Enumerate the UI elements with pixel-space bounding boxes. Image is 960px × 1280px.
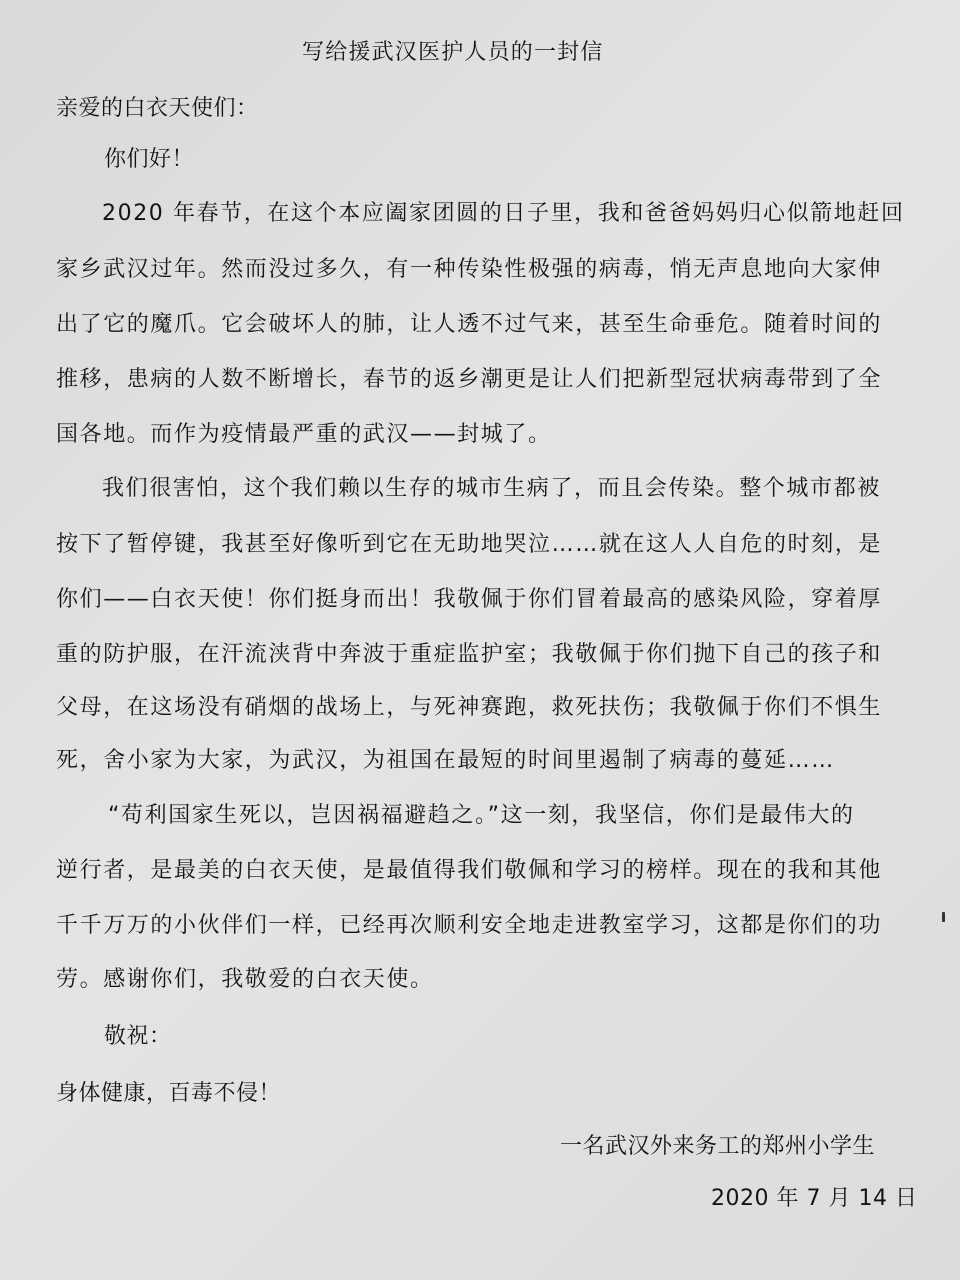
paragraph-2-line-5: 父母，在这场没有硝烟的战场上，与死神赛跑，救死扶伤；我敬佩于你们不惧生 xyxy=(56,695,883,720)
letter-date: 2020 年 7 月 14 日 xyxy=(711,1186,918,1211)
closing-wish: 身体健康，百毒不侵！ xyxy=(56,1081,282,1106)
greeting: 亲爱的白衣天使们： xyxy=(56,96,259,121)
paragraph-1-line-4: 推移，患病的人数不断增长，春节的返乡潮更是让人们把新型冠状病毒带到了全 xyxy=(56,367,883,392)
signature: 一名武汉外来务工的郑州小学生 xyxy=(560,1134,876,1159)
paragraph-2-line-3: 你们——白衣天使！你们挺身而出！我敬佩于你们冒着最高的感染风险，穿着厚 xyxy=(56,587,883,612)
paragraph-1-line-2: 家乡武汉过年。然而没过多久，有一种传染性极强的病毒，悄无声息地向大家伸 xyxy=(56,257,883,282)
paragraph-3-line-1: “苟利国家生死以，岂因祸福避趋之。”这一刻，我坚信，你们是最伟大的 xyxy=(108,803,855,828)
hello-line: 你们好！ xyxy=(104,147,195,172)
paragraph-1-line-5: 国各地。而作为疫情最严重的武汉——封城了。 xyxy=(56,422,552,447)
paper-mark xyxy=(942,912,945,922)
paragraph-2-line-2: 按下了暂停键，我甚至好像听到它在无助地哭泣……就在这人人自危的时刻，是 xyxy=(56,532,883,557)
paragraph-3-line-2: 逆行者，是最美的白衣天使，是最值得我们敬佩和学习的榜样。现在的我和其他 xyxy=(56,858,883,883)
paragraph-2-line-4: 重的防护服，在汗流浃背中奔波于重症监护室；我敬佩于你们抛下自己的孩子和 xyxy=(56,642,883,667)
paragraph-1-line-3: 出了它的魔爪。它会破坏人的肺，让人透不过气来，甚至生命垂危。随着时间的 xyxy=(56,312,883,337)
paragraph-3-line-4: 劳。感谢你们，我敬爱的白衣天使。 xyxy=(56,967,434,992)
paragraph-3-line-3: 千千万万的小伙伴们一样，已经再次顺利安全地走进教室学习，这都是你们的功 xyxy=(56,913,883,938)
paragraph-1-line-1: 2020 年春节，在这个本应阖家团圆的日子里，我和爸爸妈妈归心似箭地赶回 xyxy=(102,201,905,226)
paragraph-2-line-6: 死，舍小家为大家，为武汉，为祖国在最短的时间里遏制了病毒的蔓延…… xyxy=(56,748,835,773)
closing-salutation: 敬祝： xyxy=(104,1024,172,1049)
paragraph-2-line-1: 我们很害怕，这个我们赖以生存的城市生病了，而且会传染。整个城市都被 xyxy=(102,476,881,501)
letter-title: 写给援武汉医护人员的一封信 xyxy=(302,40,604,65)
